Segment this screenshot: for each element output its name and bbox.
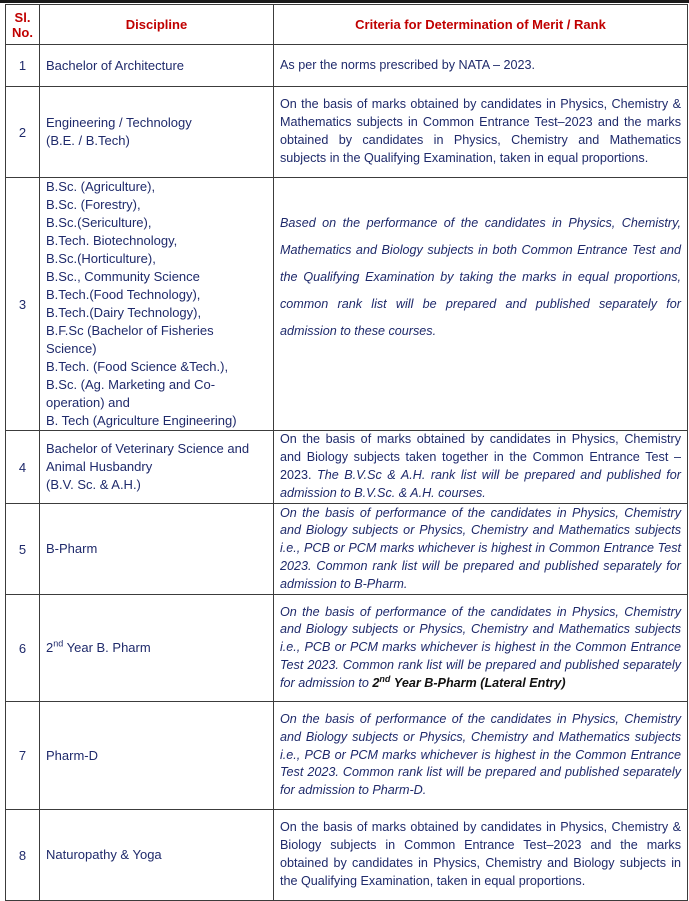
discipline-line: Bachelor of Architecture [46,57,185,73]
table-row [6,810,688,901]
table-row [6,431,688,504]
row-discipline [40,178,274,431]
row-discipline [40,595,274,702]
row-sl-no: 3 [6,178,40,431]
table-row [6,87,688,178]
discipline-text: Year B. Pharm [63,640,151,655]
table-row [6,178,688,431]
criteria-bold-ordinal: 2 [372,675,380,690]
row-sl-no: 6 [6,595,40,702]
header-criteria: Criteria for Determination of Merit / Rank [274,5,688,45]
discipline-line: B.Sc.(Horticulture), [46,251,156,266]
discipline-line: B.Tech.(Food Technology), [46,287,201,302]
header-discipline: Discipline [40,5,274,45]
criteria-bold-ordinal-suffix: nd [379,673,391,684]
row-criteria: On the basis of marks obtained by candidates in Physics, Chemistry & Mathematics subjects in Common Entrance Test–2023 and the marks obtained by candidates in Physics, Chemistry and Mathematics subjects in the Qualifying Examination, taken in equal proportions. [274,87,688,178]
top-border-line [0,0,689,3]
row-sl-no: 5 [6,504,40,595]
row-sl-no: 4 [6,431,40,504]
row-sl-no: 8 [6,810,40,901]
discipline-line: (B.E. / B.Tech) [46,133,130,148]
discipline-line: B.Sc. (Agriculture), [46,179,156,194]
row-discipline [40,702,274,810]
row-discipline [40,45,274,87]
row-discipline [40,810,274,901]
criteria-bold-text: Year B-Pharm (Lateral Entry) [393,675,566,690]
merit-criteria-table [5,4,688,901]
discipline-line: B.F.Sc (Bachelor of Fisheries Science) [46,323,214,356]
discipline-line: Animal Husbandry [46,459,153,474]
row-sl-no: 2 [6,87,40,178]
row-sl-no: 1 [6,45,40,87]
discipline-line: (B.V. Sc. & A.H.) [46,477,141,492]
discipline-line: B.Tech.(Dairy Technology), [46,305,202,320]
discipline-line: B.Tech. (Food Science &Tech.), [46,359,229,374]
row-discipline [40,87,274,178]
discipline-line: B.Sc. (Ag. Marketing and Co- [46,377,216,392]
discipline-line: Bachelor of Veterinary Science and [46,441,250,456]
row-criteria: On the basis of marks obtained by candidates in Physics, Chemistry & Biology subjects in Common Entrance Test–2023 and the marks obtained by candidates in Physics, Chemistry and Biology subjects in the Qualifying Examination, taken in equal proportions. [274,810,688,901]
criteria-italic-text: The B.V.Sc & A.H. rank list will be prepared and published for admission to B.V.Sc. & A.H. courses. [280,468,681,500]
discipline-line: operation) and [46,395,130,410]
table-row [6,702,688,810]
row-sl-no: 7 [6,702,40,810]
table-row [6,595,688,702]
discipline-line: B.Sc. (Forestry), [46,197,141,212]
discipline-line: B.Tech. Biotechnology, [46,233,178,248]
table-row [6,45,688,87]
discipline-line: Pharm-D [46,747,99,763]
table-header-row [6,5,688,45]
discipline-ordinal-number: 2 [46,640,54,655]
row-criteria [274,431,688,504]
discipline-ordinal-suffix: nd [53,638,64,649]
row-discipline [40,431,274,504]
row-criteria: On the basis of performance of the candidates in Physics, Chemistry and Biology subjects or Physics, Chemistry and Mathematics subjects i.e., PCB or PCM marks whichever is highest in Common Entrance Test 2023. Common rank list will be prepared and published separately for admission to B-Pharm. [274,504,688,595]
row-criteria: Based on the performance of the candidates in Physics, Chemistry, Mathematics and Biology subjects in both Common Entrance Test and the Qualifying Examination by taking the marks in equal proportions, common rank list will be prepared and published separately for admission to these courses. [274,178,688,431]
row-criteria: As per the norms prescribed by NATA – 2023. [274,45,688,87]
discipline-line: Naturopathy & Yoga [46,847,162,862]
row-criteria: On the basis of performance of the candidates in Physics, Chemistry and Biology subjects or Physics, Chemistry and Mathematics subjects i.e., PCB or PCM marks whichever is highest in the Common Entrance Test 2023. Common rank list will be prepared and published separately for admission to Pharm-D. [274,702,688,810]
criteria-text: On the basis of performance of the candidates in Physics, Chemistry and Biology subjects or Physics, Chemistry and Mathematics subjects i.e., PCB or PCM marks whichever is highest in the Common Entrance Test 2023. Common rank list will be prepared and published separately for admission to [280,604,681,690]
criteria-normal-text: On the basis of marks obtained by candidates in Physics, Chemistry and Biology subjects taken together in the Common Entrance Test – 2023. [280,432,681,482]
row-discipline [40,504,274,595]
row-criteria [274,595,688,702]
table-row [6,504,688,595]
header-sl-no: Sl. No. [6,5,40,45]
discipline-line: B. Tech (Agriculture Engineering) [46,413,237,428]
discipline-line: B.Sc., Community Science [46,269,200,284]
discipline-line: B.Sc.(Sericulture), [46,215,152,230]
discipline-line: Engineering / Technology [46,115,192,130]
discipline-line: B-Pharm [46,541,98,556]
